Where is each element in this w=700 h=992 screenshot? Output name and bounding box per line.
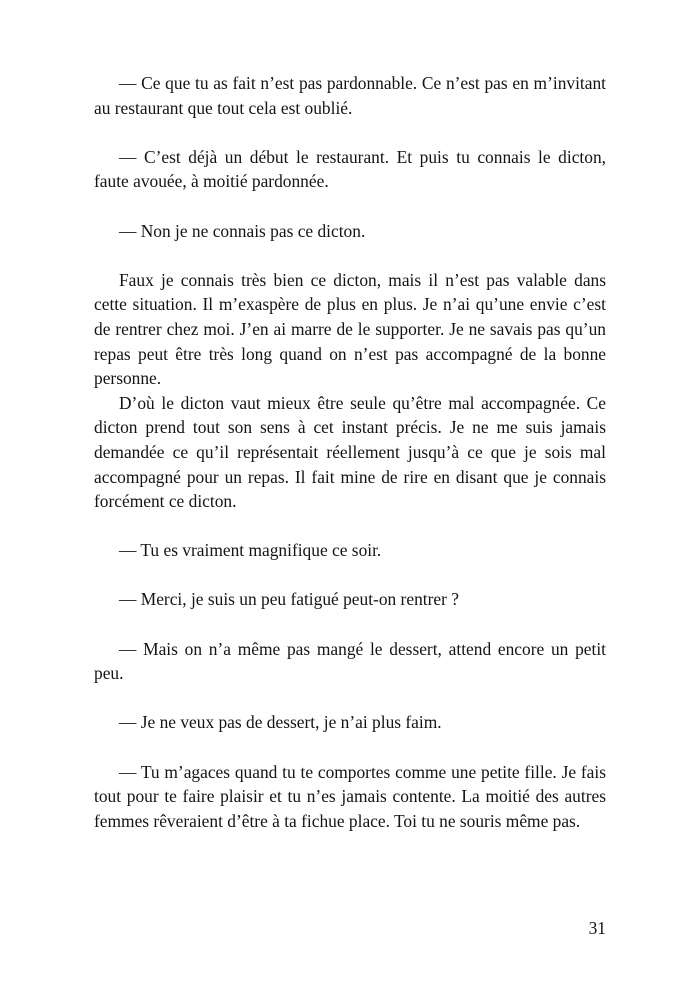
paragraph-narration: Faux je connais très bien ce dicton, mais il n’est pas valable dans cette situation. Il m’exaspère de plus en plus. Je n’ai qu’une envie c’est de rentrer chez moi. J’en ai marre de le supporter. Je ne savais pas qu’un repas peut être très long quand on n’est pas accompagné de la bonne personne.: [94, 269, 606, 389]
paragraph-dialogue: — Non je ne connais pas ce dicton.: [119, 220, 366, 241]
paragraph-narration: D’où le dicton vaut mieux être seule qu’être mal accompagnée. Ce dicton prend tout son sens à cet instant précis. Je ne me suis jamais demandée ce qu’il représentait réellement jusqu’à ce que je sois mal accompagné pour un repas. Il fait mine de rire en disant que je connais forcément ce dicton.: [94, 392, 606, 512]
paragraph-dialogue: — Ce que tu as fait n’est pas pardonnable. Ce n’est pas en m’invitant au restaurant que tout cela est oublié.: [94, 73, 606, 118]
paragraph-dialogue: — Tu m’agaces quand tu te comportes comme une petite fille. Je fais tout pour te faire plaisir et tu n’es jamais contente. La moitié des autres femmes rêveraient d’être à ta fichue place. Toi tu ne souris même pas.: [94, 761, 606, 831]
paragraph-dialogue: — Tu es vraiment magnifique ce soir.: [119, 540, 382, 561]
paragraph-dialogue: — C’est déjà un début le restaurant. Et puis tu connais le dicton, faute avouée, à moitié pardonnée.: [94, 146, 606, 192]
page-number: 31: [588, 918, 606, 938]
page-body: [94, 71, 606, 833]
paragraph-dialogue: — Mais on n’a même pas mangé le dessert, attend encore un petit peu.: [94, 638, 606, 684]
paragraph-dialogue: — Merci, je suis un peu fatigué peut-on rentrer ?: [119, 589, 459, 610]
paragraph-dialogue: — Je ne veux pas de dessert, je n’ai plus faim.: [119, 712, 442, 733]
